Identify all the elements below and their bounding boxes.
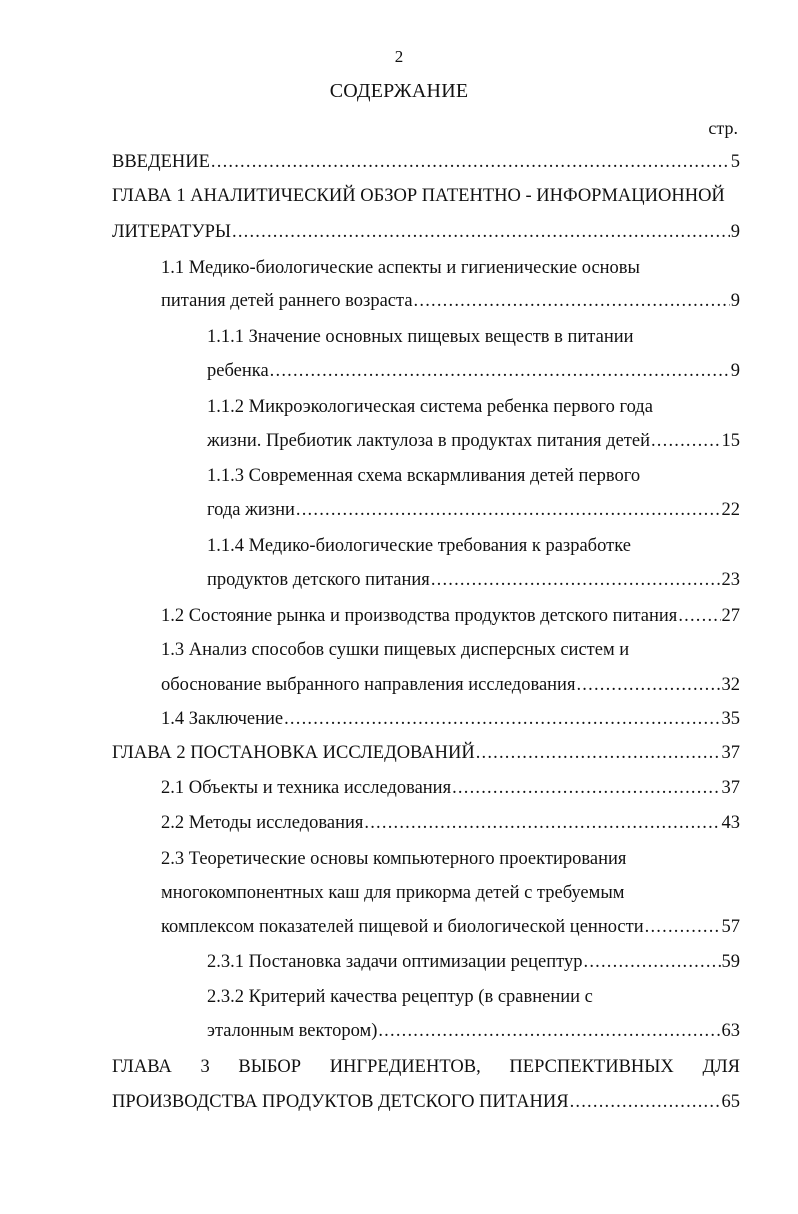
toc-entry-text: ребенка: [207, 361, 269, 381]
toc-entry-page: 35: [721, 709, 740, 729]
leader-dots: [452, 776, 720, 800]
toc-entry-page: 57: [721, 917, 740, 937]
leader-dots: [378, 1019, 720, 1043]
toc-entry-page: 5: [730, 152, 740, 172]
chapter-3-word: 3: [200, 1057, 210, 1077]
leader-dots: [364, 811, 720, 835]
chapter-3-word: ИНГРЕДИЕНТОВ,: [329, 1057, 481, 1077]
toc-entry-page: 63: [721, 1021, 740, 1041]
toc-entry-text: 1.4 Заключение: [161, 709, 284, 729]
toc-entry-introduction[interactable]: [112, 150, 740, 174]
toc-entry-text: ГЛАВА 2 ПОСТАНОВКА ИССЛЕДОВАНИЙ: [112, 743, 475, 763]
leader-dots: [296, 498, 721, 522]
chapter-3-word: ДЛЯ: [702, 1057, 740, 1077]
toc-entry-1-3[interactable]: [161, 673, 740, 697]
leader-dots: [270, 359, 730, 383]
toc-entry-text: ПРОИЗВОДСТВА ПРОДУКТОВ ДЕТСКОГО ПИТАНИЯ: [112, 1092, 569, 1112]
page-column-label: стр.: [708, 118, 738, 138]
leader-dots: [576, 673, 720, 697]
toc-entry-text: года жизни: [207, 500, 295, 520]
toc-entry-page: 9: [730, 222, 740, 242]
toc-entry-chapter-3[interactable]: [112, 1090, 740, 1114]
leader-dots: [678, 604, 720, 628]
toc-entry-2-3-2-line-1[interactable]: 2.3.2 Критерий качества рецептур (в сравнении с: [207, 987, 593, 1007]
leader-dots: [414, 289, 730, 313]
toc-entry-1-4[interactable]: [161, 707, 740, 731]
leader-dots: [584, 950, 721, 974]
leader-dots: [645, 915, 721, 939]
chapter-3-word: ГЛАВА: [112, 1057, 172, 1077]
toc-entry-text: обоснование выбранного направления исследования: [161, 675, 576, 695]
toc-entry-page: 37: [721, 778, 740, 798]
toc-entry-page: 27: [721, 606, 740, 626]
toc-entry-1-1-4-line-1[interactable]: 1.1.4 Медико-биологические требования к разработке: [207, 536, 631, 556]
toc-entry-chapter-3-line-1[interactable]: [112, 1055, 740, 1079]
toc-entry-page: 9: [730, 361, 740, 381]
toc-entry-1-2[interactable]: [161, 604, 740, 628]
toc-entry-text: питания детей раннего возраста: [161, 291, 413, 311]
toc-entry-text: 2.2 Методы исследования: [161, 813, 364, 833]
toc-entry-1-1-4[interactable]: [207, 568, 740, 592]
toc-entry-2-2[interactable]: [161, 811, 740, 835]
toc-entry-text: ВВЕДЕНИЕ: [112, 152, 210, 172]
toc-entry-page: 59: [721, 952, 740, 972]
toc-entry-2-1[interactable]: [161, 776, 740, 800]
toc-entry-1-1-2[interactable]: [207, 429, 740, 453]
toc-entry-chapter-2[interactable]: [112, 741, 740, 765]
leader-dots: [476, 741, 721, 765]
toc-entry-text: продуктов детского питания: [207, 570, 430, 590]
toc-entry-text: жизни. Пребиотик лактулоза в продуктах питания детей: [207, 431, 650, 451]
page-number: 2: [394, 47, 404, 66]
toc-entry-1-1-line-1[interactable]: 1.1 Медико-биологические аспекты и гигиенические основы: [161, 258, 640, 278]
chapter-3-word: ПЕРСПЕКТИВНЫХ: [509, 1057, 674, 1077]
toc-entry-chapter-1-line-1[interactable]: ГЛАВА 1 АНАЛИТИЧЕСКИЙ ОБЗОР ПАТЕНТНО - ИНФОРМАЦИОННОЙ: [112, 186, 725, 206]
toc-entry-text: эталонным вектором): [207, 1021, 378, 1041]
toc-entry-page: 23: [721, 570, 740, 590]
toc-entry-page: 9: [730, 291, 740, 311]
toc-entry-2-3[interactable]: [161, 915, 740, 939]
toc-entry-2-3-line-1[interactable]: 2.3 Теоретические основы компьютерного проектирования: [161, 849, 627, 869]
toc-entry-1-1-3[interactable]: [207, 498, 740, 522]
leader-dots: [211, 150, 730, 174]
leader-dots: [431, 568, 721, 592]
toc-entry-text: ЛИТЕРАТУРЫ: [112, 222, 231, 242]
toc-entry-page: 65: [721, 1092, 740, 1112]
toc-entry-2-3-line-2[interactable]: многокомпонентных каш для прикорма детей с требуемым: [161, 883, 625, 903]
toc-entry-page: 43: [721, 813, 740, 833]
toc-entry-text: 1.2 Состояние рынка и производства продуктов детского питания: [161, 606, 678, 626]
leader-dots: [284, 707, 720, 731]
toc-title: СОДЕРЖАНИЕ: [329, 80, 469, 102]
leader-dots: [570, 1090, 721, 1114]
toc-entry-page: 15: [721, 431, 740, 451]
toc-entry-text: 2.1 Объекты и техника исследования: [161, 778, 452, 798]
toc-entry-2-3-2[interactable]: [207, 1019, 740, 1043]
toc-entry-1-1[interactable]: [161, 289, 740, 313]
toc-entry-2-3-1[interactable]: [207, 950, 740, 974]
toc-entry-page: 22: [721, 500, 740, 520]
toc-entry-1-1-1[interactable]: [207, 359, 740, 383]
toc-entry-1-1-3-line-1[interactable]: 1.1.3 Современная схема вскармливания детей первого: [207, 466, 641, 486]
toc-entry-text: комплексом показателей пищевой и биологической ценности: [161, 917, 644, 937]
chapter-3-word: ВЫБОР: [238, 1057, 301, 1077]
toc-entry-1-1-1-line-1[interactable]: 1.1.1 Значение основных пищевых веществ в питании: [207, 327, 634, 347]
leader-dots: [651, 429, 721, 453]
leader-dots: [232, 220, 730, 244]
toc-entry-chapter-1[interactable]: [112, 220, 740, 244]
toc-entry-page: 37: [721, 743, 740, 763]
toc-entry-1-1-2-line-1[interactable]: 1.1.2 Микроэкологическая система ребенка первого года: [207, 397, 653, 417]
toc-entry-1-3-line-1[interactable]: 1.3 Анализ способов сушки пищевых дисперсных систем и: [161, 640, 630, 660]
toc-entry-page: 32: [721, 675, 740, 695]
toc-entry-text: 2.3.1 Постановка задачи оптимизации рецептур: [207, 952, 583, 972]
